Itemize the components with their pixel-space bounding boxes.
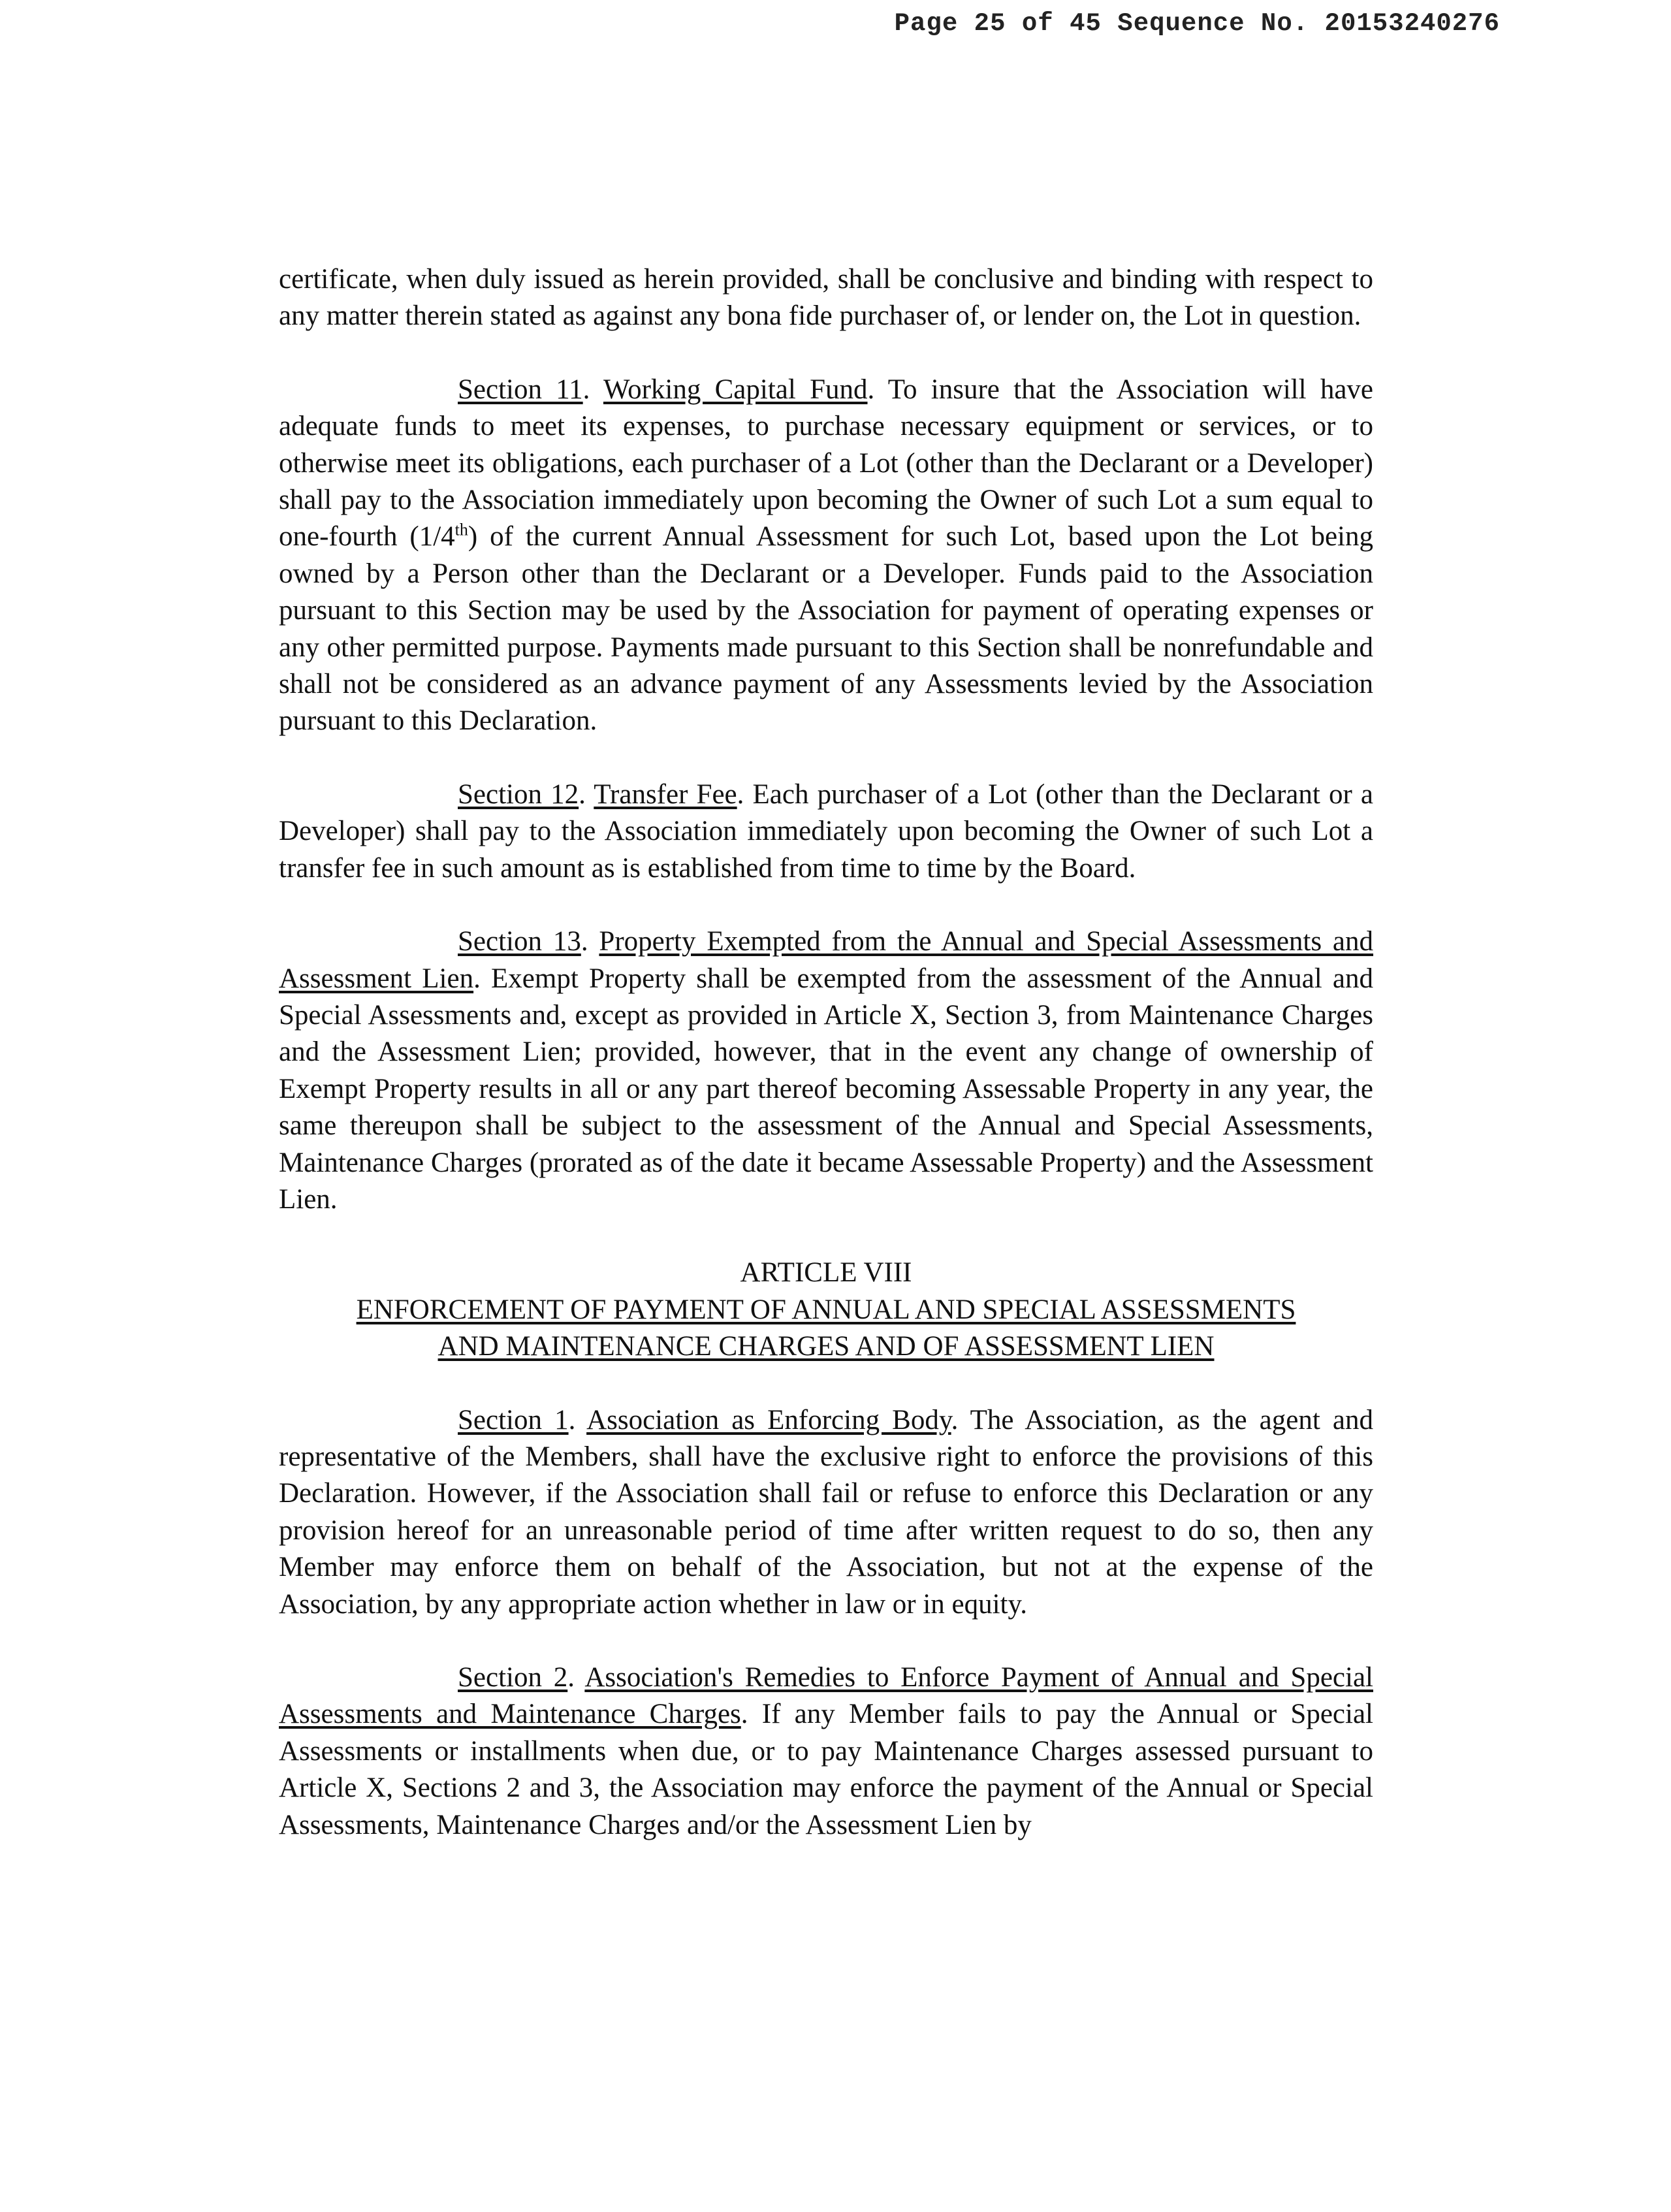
article-number: ARTICLE VIII [740, 1257, 912, 1289]
paragraph-section-1 [279, 1402, 1373, 1623]
superscript-ordinal: th [454, 521, 468, 540]
paragraph-text: . Exempt Property shall be exempted from the assessment of the Annual and Special Assessments and, except as provided in Article X, Section 3, from Maintenance Charges and the Assessment Lien; provided, however, that in the event any change of ownership of Exempt Property results in all or any part thereof becoming Assessable Property in any year, the same thereupon shall be subject to the assessment of the Annual and Special Assessments, Maintenance Charges (prorated as of the date it became Assessable Property) and the Assessment Lien. [279, 963, 1373, 1215]
section-separator: . [567, 1662, 585, 1693]
paragraph-text: . To insure that the Association will have adequate funds to meet its expenses, to purchase necessary equipment or services, or to otherwise meet its obligations, each purchaser of a Lot (other than the Declarant or a Developer) shall pay to the Association immediately upon becoming the Owner of such Lot a sum equal to one-fourth (1/4 [279, 374, 1374, 553]
section-number: Section 11 [458, 374, 583, 405]
section-title: Association as Enforcing Body [586, 1404, 951, 1435]
paragraph-text-continued: ) of the current Annual Assessment for such Lot, based upon the Lot being owned by a Person other than the Declarant or a Developer. Funds paid to the Association pursuant to this Section may be used by the Association for payment of operating expenses or any other permitted purpose. Payments made pursuant to this Section shall be nonrefundable and shall not be considered as an advance payment of any Assessments levied by the Association pursuant to this Declaration. [279, 521, 1373, 737]
paragraph-certificate-continuation [279, 261, 1373, 335]
section-number: Section 2 [458, 1662, 568, 1693]
paragraph-text: . The Association, as the agent and representative of the Members, shall have the exclusive right to enforce the provisions of this Declaration. However, if the Association shall fail or refuse to enforce this Declaration or any provision hereof for an unreasonable period of time after written request to do so, then any Member may enforce them on behalf of the Association, but not at the expense of the Association, by any appropriate action whether in law or in equity. [279, 1404, 1373, 1620]
document-body [279, 261, 1373, 1880]
section-separator: . [568, 1404, 587, 1435]
section-title: Association's Remedies to Enforce Payment of Annual and Special Assessments and Maintenance Charges [279, 1662, 1373, 1730]
section-number: Section 12 [458, 778, 579, 810]
article-heading-block [279, 1255, 1373, 1365]
paragraph-text: . Each purchaser of a Lot (other than the Declarant or a Developer) shall pay to the Association immediately upon becoming the Owner of such Lot a transfer fee in such amount as is established from time to time by the Board. [279, 778, 1374, 884]
page-sequence-header: Page 25 of 45 Sequence No. 20153240276 [894, 9, 1500, 38]
paragraph-section-13 [279, 923, 1373, 1218]
section-number: Section 13 [458, 926, 581, 957]
paragraph-section-11 [279, 372, 1373, 740]
section-separator: . [581, 926, 599, 957]
article-heading-line-2: AND MAINTENANCE CHARGES AND OF ASSESSMENT LIEN [438, 1331, 1215, 1362]
paragraph-text: . If any Member fails to pay the Annual or Special Assessments or installments when due, or to pay Maintenance Charges assessed pursuant to Article X, Sections 2 and 3, the Association may enforce the payment of the Annual or Special Assessments, Maintenance Charges and/or the Assessment Lien by [279, 1699, 1373, 1840]
article-heading-line-1: ENFORCEMENT OF PAYMENT OF ANNUAL AND SPECIAL ASSESSMENTS [356, 1294, 1296, 1325]
section-separator: . [579, 778, 594, 810]
section-title: Transfer Fee [594, 778, 737, 810]
section-separator: . [582, 374, 603, 405]
section-title: Property Exempted from the Annual and Special Assessments and Assessment Lien [279, 926, 1374, 994]
paragraph-text: certificate, when duly issued as herein provided, shall be conclusive and binding with respect to any matter therein stated as against any bona fide purchaser of, or lender on, the Lot in question. [279, 264, 1373, 332]
section-number: Section 1 [458, 1404, 569, 1435]
paragraph-section-2 [279, 1659, 1373, 1844]
section-title: Working Capital Fund [603, 374, 868, 405]
paragraph-section-12 [279, 777, 1373, 887]
